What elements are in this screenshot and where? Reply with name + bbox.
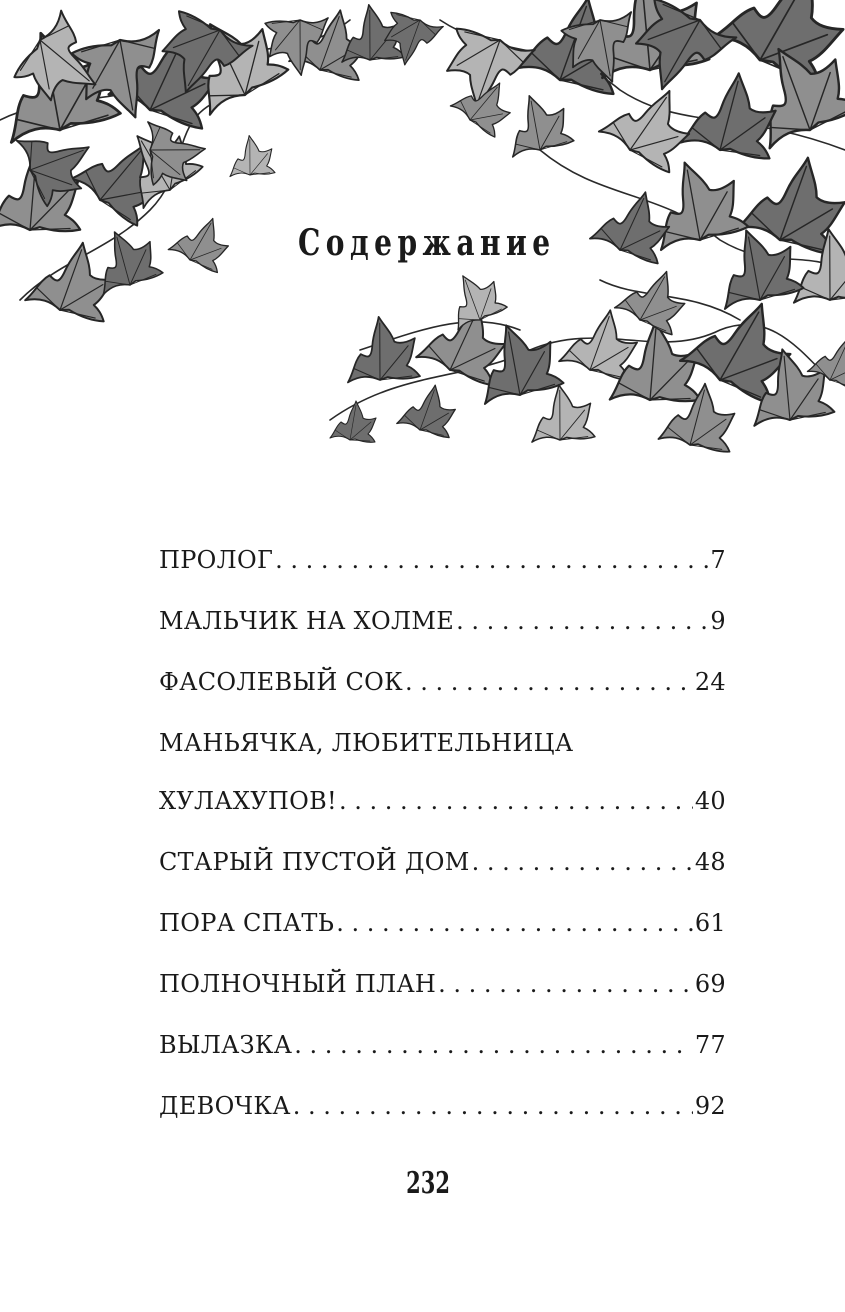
dot-leader — [472, 840, 693, 884]
dot-leader — [293, 1084, 693, 1128]
toc-entry-page: 69 — [694, 970, 726, 998]
toc-entry-title-continued: ХУЛАХУПОВ! — [159, 787, 337, 815]
toc-entry-page: 61 — [694, 909, 726, 937]
dot-leader — [275, 538, 708, 582]
toc-entry-page: 40 — [694, 787, 726, 815]
page-number: 232 — [406, 1166, 450, 1201]
toc-entry-title: ПОРА СПАТЬ — [159, 909, 335, 937]
toc-entry — [159, 599, 726, 660]
page-heading: Содержание — [297, 222, 556, 264]
toc-entry — [159, 962, 726, 1023]
toc-entry-title: ДЕВОЧКА — [159, 1092, 291, 1120]
toc-entry-page: 9 — [710, 607, 726, 635]
toc-entry-page: 24 — [694, 668, 726, 696]
dot-leader — [336, 901, 693, 945]
toc-entry-title: МАНЬЯЧКА, ЛЮБИТЕЛЬНИЦА — [159, 729, 574, 757]
toc-entry-title: ПРОЛОГ — [159, 546, 274, 574]
dot-leader — [339, 779, 693, 823]
toc-entry — [159, 1023, 726, 1084]
toc-entry — [159, 660, 726, 721]
dot-leader — [294, 1023, 693, 1067]
dot-leader — [456, 599, 708, 643]
toc-entry — [159, 721, 726, 840]
toc-entry — [159, 538, 726, 599]
toc-entry — [159, 1084, 726, 1145]
dot-leader — [438, 962, 693, 1006]
toc-entry — [159, 901, 726, 962]
toc-entry-page: 48 — [694, 848, 726, 876]
toc-entry-title: ФАСОЛЕВЫЙ СОК — [159, 668, 404, 696]
toc-entry-title: СТАРЫЙ ПУСТОЙ ДОМ — [159, 848, 470, 876]
toc-entry-page: 77 — [694, 1031, 726, 1059]
toc-entry — [159, 840, 726, 901]
table-of-contents — [159, 538, 726, 1145]
toc-entry-title: ВЫЛАЗКА — [159, 1031, 293, 1059]
toc-entry-title: МАЛЬЧИК НА ХОЛМЕ — [159, 607, 455, 635]
toc-entry-page: 92 — [694, 1092, 726, 1120]
toc-entry-title: ПОЛНОЧНЫЙ ПЛАН — [159, 970, 437, 998]
toc-entry-page: 7 — [710, 546, 726, 574]
dot-leader — [405, 660, 693, 704]
